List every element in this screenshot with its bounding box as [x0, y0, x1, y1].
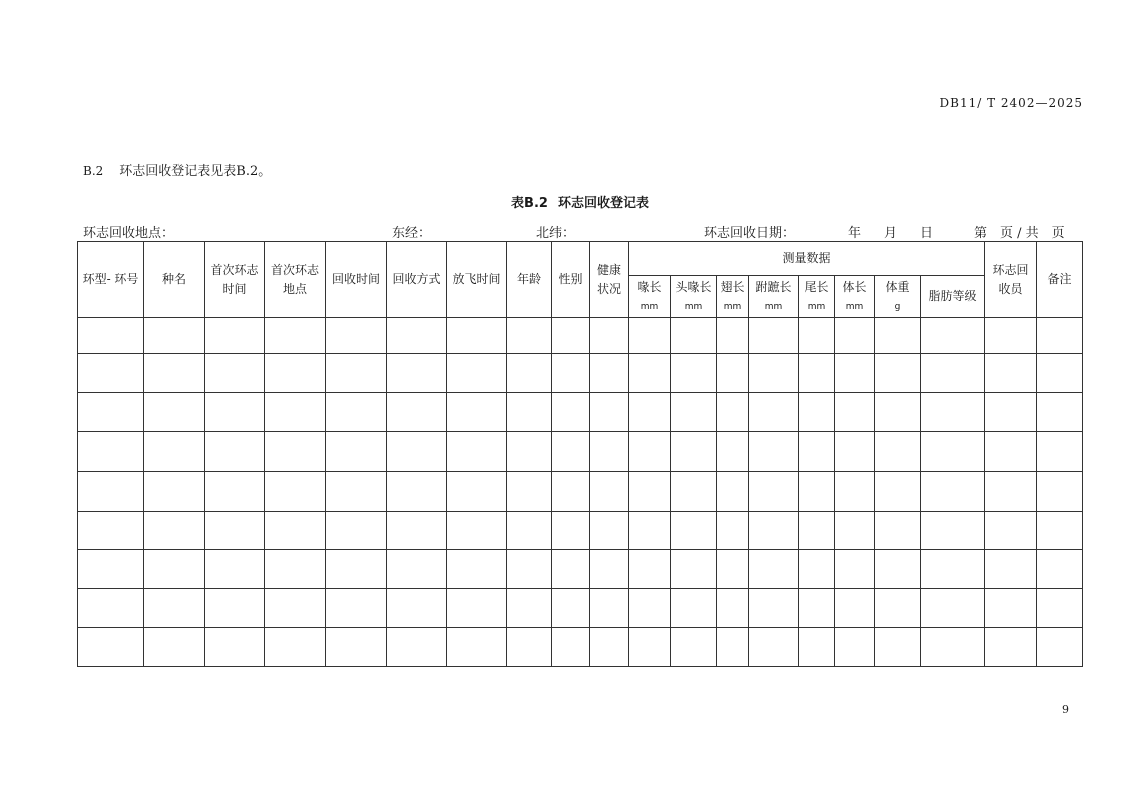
table-cell[interactable] [749, 589, 799, 628]
col-fat-header: 脂肪等级 [921, 276, 985, 318]
table-cell[interactable] [799, 628, 835, 667]
table-cell[interactable] [985, 393, 1037, 432]
table-cell[interactable] [552, 393, 590, 432]
col-age-header: 年龄 [507, 242, 552, 318]
table-cell[interactable] [875, 393, 921, 432]
table-cell[interactable] [552, 318, 590, 354]
table-cell[interactable] [507, 550, 552, 589]
table-cell[interactable] [78, 393, 144, 432]
table-cell[interactable] [552, 550, 590, 589]
table-cell[interactable] [875, 318, 921, 354]
table-cell[interactable] [985, 472, 1037, 512]
table-cell[interactable] [447, 589, 507, 628]
table-cell[interactable] [590, 550, 629, 589]
table-cell[interactable] [921, 354, 985, 393]
col-species-header: 种名 [144, 242, 205, 318]
table-cell[interactable] [875, 472, 921, 512]
table-row [78, 354, 1083, 393]
document-code: DB11/ T 2402—2025 [939, 96, 1083, 110]
table-cell[interactable] [717, 589, 749, 628]
table-cell[interactable] [265, 354, 326, 393]
table-cell[interactable] [1037, 472, 1083, 512]
table-cell[interactable] [875, 628, 921, 667]
table-cell[interactable] [671, 354, 717, 393]
table-cell[interactable] [144, 628, 205, 667]
table-cell[interactable] [835, 432, 875, 472]
table-cell[interactable] [671, 628, 717, 667]
table-cell[interactable] [144, 589, 205, 628]
table-cell[interactable] [265, 589, 326, 628]
table-cell[interactable] [326, 472, 387, 512]
col-bill-header: 喙长 mm [629, 276, 671, 318]
table-cell[interactable] [205, 628, 265, 667]
table-cell[interactable] [985, 512, 1037, 550]
table-cell[interactable] [205, 589, 265, 628]
section-text: 环志回收登记表见表B.2。 [119, 164, 272, 179]
table-cell[interactable] [144, 432, 205, 472]
table-cell[interactable] [921, 318, 985, 354]
col-sex-header: 性别 [552, 242, 590, 318]
table-row [78, 512, 1083, 550]
table-cell[interactable] [985, 550, 1037, 589]
col-first-time-header: 首次环志 时间 [205, 242, 265, 318]
table-cell[interactable] [387, 318, 447, 354]
table-cell[interactable] [629, 393, 671, 432]
table-cell[interactable] [387, 628, 447, 667]
col-recovery-time-header: 回收时间 [326, 242, 387, 318]
table-cell[interactable] [671, 393, 717, 432]
table-cell[interactable] [144, 550, 205, 589]
table-cell[interactable] [78, 512, 144, 550]
table-cell[interactable] [749, 550, 799, 589]
table-row [78, 393, 1083, 432]
table-row [78, 628, 1083, 667]
table-cell[interactable] [985, 318, 1037, 354]
table-cell[interactable] [447, 318, 507, 354]
table-cell[interactable] [144, 393, 205, 432]
col-recoverer-header: 环志回 收员 [985, 242, 1037, 318]
table-cell[interactable] [1037, 550, 1083, 589]
table-cell[interactable] [835, 589, 875, 628]
table-cell[interactable] [265, 393, 326, 432]
table-cell[interactable] [78, 318, 144, 354]
col-tail-header: 尾长 mm [799, 276, 835, 318]
col-wing-header: 翅长 mm [717, 276, 749, 318]
table-cell[interactable] [205, 550, 265, 589]
table-cell[interactable] [835, 550, 875, 589]
table-cell[interactable] [78, 628, 144, 667]
table-cell[interactable] [447, 432, 507, 472]
table-cell[interactable] [835, 472, 875, 512]
table-cell[interactable] [1037, 628, 1083, 667]
table-cell[interactable] [326, 628, 387, 667]
table-cell[interactable] [799, 550, 835, 589]
table-cell[interactable] [985, 589, 1037, 628]
col-tarsus-header: 跗蹠长 mm [749, 276, 799, 318]
table-cell[interactable] [921, 550, 985, 589]
table-cell[interactable] [717, 512, 749, 550]
table-cell[interactable] [749, 318, 799, 354]
table-cell[interactable] [921, 628, 985, 667]
table-cell[interactable] [985, 432, 1037, 472]
table-cell[interactable] [552, 589, 590, 628]
col-health-header: 健康 状况 [590, 242, 629, 318]
table-cell[interactable] [507, 318, 552, 354]
table-cell[interactable] [326, 589, 387, 628]
table-row [78, 432, 1083, 472]
table-cell[interactable] [629, 472, 671, 512]
month-label: 月 [884, 226, 898, 241]
table-cell[interactable] [671, 472, 717, 512]
table-cell[interactable] [590, 393, 629, 432]
col-head-bill-header: 头喙长 mm [671, 276, 717, 318]
table-cell[interactable] [835, 393, 875, 432]
table-cell[interactable] [326, 393, 387, 432]
table-cell[interactable] [985, 628, 1037, 667]
table-cell[interactable] [552, 472, 590, 512]
table-cell[interactable] [629, 432, 671, 472]
table-number: 表B.2 [511, 196, 548, 211]
table-cell[interactable] [507, 432, 552, 472]
recovery-date-label: 环志回收日期： [704, 226, 796, 241]
table-cell[interactable] [507, 472, 552, 512]
table-cell[interactable] [835, 628, 875, 667]
table-cell[interactable] [629, 550, 671, 589]
section-number: B.2 [83, 164, 104, 178]
table-cell[interactable] [921, 589, 985, 628]
table-cell[interactable] [590, 628, 629, 667]
col-ring-header: 环型- 环号 [78, 242, 144, 318]
table-cell[interactable] [144, 512, 205, 550]
table-cell[interactable] [590, 472, 629, 512]
table-cell[interactable] [799, 589, 835, 628]
longitude-label: 东经： [392, 226, 432, 241]
table-cell[interactable] [921, 512, 985, 550]
table-cell[interactable] [875, 550, 921, 589]
latitude-label: 北纬： [536, 226, 576, 241]
table-title [0, 192, 1123, 211]
table-cell[interactable] [717, 432, 749, 472]
table-cell[interactable] [717, 354, 749, 393]
table-cell[interactable] [590, 318, 629, 354]
table-cell[interactable] [552, 354, 590, 393]
table-cell[interactable] [205, 432, 265, 472]
table-cell[interactable] [799, 512, 835, 550]
table-cell[interactable] [326, 432, 387, 472]
table-cell[interactable] [1037, 393, 1083, 432]
table-cell[interactable] [749, 512, 799, 550]
section-intro [83, 160, 271, 179]
table-cell[interactable] [590, 589, 629, 628]
table-cell[interactable] [265, 550, 326, 589]
table-cell[interactable] [265, 318, 326, 354]
table-cell[interactable] [552, 628, 590, 667]
col-weight-header: 体重 g [875, 276, 921, 318]
table-cell[interactable] [326, 550, 387, 589]
year-label: 年 [848, 226, 862, 241]
table-cell[interactable] [835, 354, 875, 393]
table-cell[interactable] [78, 432, 144, 472]
table-cell[interactable] [717, 550, 749, 589]
table-cell[interactable] [507, 393, 552, 432]
table-cell[interactable] [144, 354, 205, 393]
table-cell[interactable] [507, 628, 552, 667]
table-cell[interactable] [749, 432, 799, 472]
table-cell[interactable] [671, 318, 717, 354]
day-label: 日 [920, 226, 934, 241]
table-cell[interactable] [835, 318, 875, 354]
table-cell[interactable] [671, 432, 717, 472]
table-cell[interactable] [265, 628, 326, 667]
table-cell[interactable] [205, 318, 265, 354]
location-label: 环志回收地点： [83, 226, 175, 241]
col-first-place-header: 首次环志 地点 [265, 242, 326, 318]
table-cell[interactable] [552, 432, 590, 472]
col-body-header: 体长 mm [835, 276, 875, 318]
page-info-label: 第 页 / 共 页 [974, 226, 1065, 241]
table-cell[interactable] [629, 512, 671, 550]
table-cell[interactable] [447, 354, 507, 393]
table-cell[interactable] [629, 589, 671, 628]
table-cell[interactable] [717, 318, 749, 354]
table-cell[interactable] [799, 354, 835, 393]
table-cell[interactable] [921, 432, 985, 472]
table-row [78, 550, 1083, 589]
table-cell[interactable] [985, 354, 1037, 393]
table-cell[interactable] [205, 393, 265, 432]
table-cell[interactable] [717, 628, 749, 667]
table-cell[interactable] [265, 512, 326, 550]
table-cell[interactable] [387, 550, 447, 589]
table-cell[interactable] [671, 589, 717, 628]
table-cell[interactable] [799, 432, 835, 472]
table-cell[interactable] [875, 589, 921, 628]
table-cell[interactable] [749, 354, 799, 393]
col-release-time-header: 放飞时间 [447, 242, 507, 318]
table-row [78, 472, 1083, 512]
table-cell[interactable] [78, 354, 144, 393]
table-name: 环志回收登记表 [557, 196, 649, 211]
table-cell[interactable] [387, 393, 447, 432]
table-cell[interactable] [717, 472, 749, 512]
table-cell[interactable] [835, 512, 875, 550]
table-cell[interactable] [875, 354, 921, 393]
table-cell[interactable] [749, 628, 799, 667]
table-cell[interactable] [875, 432, 921, 472]
table-cell[interactable] [629, 354, 671, 393]
measurement-group-header: 测量数据 [629, 242, 985, 276]
table-cell[interactable] [265, 432, 326, 472]
table-cell[interactable] [1037, 589, 1083, 628]
table-cell[interactable] [799, 472, 835, 512]
col-recovery-method-header: 回收方式 [387, 242, 447, 318]
table-cell[interactable] [144, 472, 205, 512]
recovery-register-table [77, 241, 1083, 667]
table-cell[interactable] [590, 354, 629, 393]
table-cell[interactable] [671, 550, 717, 589]
table-cell[interactable] [265, 472, 326, 512]
table-cell[interactable] [799, 393, 835, 432]
table-cell[interactable] [921, 393, 985, 432]
table-cell[interactable] [1037, 512, 1083, 550]
table-cell[interactable] [205, 354, 265, 393]
table-cell[interactable] [447, 550, 507, 589]
table-row [78, 589, 1083, 628]
table-cell[interactable] [387, 472, 447, 512]
table-cell[interactable] [507, 589, 552, 628]
table-cell[interactable] [387, 354, 447, 393]
table-cell[interactable] [387, 589, 447, 628]
table-cell[interactable] [590, 512, 629, 550]
table-cell[interactable] [507, 512, 552, 550]
table-cell[interactable] [590, 432, 629, 472]
table-cell[interactable] [387, 432, 447, 472]
table-cell[interactable] [205, 512, 265, 550]
table-cell[interactable] [749, 393, 799, 432]
col-remarks-header: 备注 [1037, 242, 1083, 318]
table-cell[interactable] [1037, 432, 1083, 472]
form-meta-row [83, 222, 1083, 240]
table-cell[interactable] [629, 318, 671, 354]
table-cell[interactable] [749, 472, 799, 512]
table-cell[interactable] [875, 512, 921, 550]
table-cell[interactable] [552, 512, 590, 550]
table-cell[interactable] [447, 512, 507, 550]
table-cell[interactable] [447, 472, 507, 512]
table-cell[interactable] [799, 318, 835, 354]
table-cell[interactable] [1037, 318, 1083, 354]
table-cell[interactable] [921, 472, 985, 512]
table-row [78, 318, 1083, 354]
table-cell[interactable] [387, 512, 447, 550]
table-cell[interactable] [507, 354, 552, 393]
table-cell[interactable] [447, 628, 507, 667]
table-cell[interactable] [326, 354, 387, 393]
table-cell[interactable] [326, 512, 387, 550]
table-cell[interactable] [671, 512, 717, 550]
page-number: 9 [1062, 703, 1069, 716]
table-cell[interactable] [447, 393, 507, 432]
table-cell[interactable] [144, 318, 205, 354]
table-cell[interactable] [78, 550, 144, 589]
table-cell[interactable] [326, 318, 387, 354]
table-cell[interactable] [205, 472, 265, 512]
table-cell[interactable] [78, 472, 144, 512]
table-cell[interactable] [1037, 354, 1083, 393]
table-cell[interactable] [629, 628, 671, 667]
register-body [78, 318, 1083, 667]
table-cell[interactable] [717, 393, 749, 432]
table-cell[interactable] [78, 589, 144, 628]
